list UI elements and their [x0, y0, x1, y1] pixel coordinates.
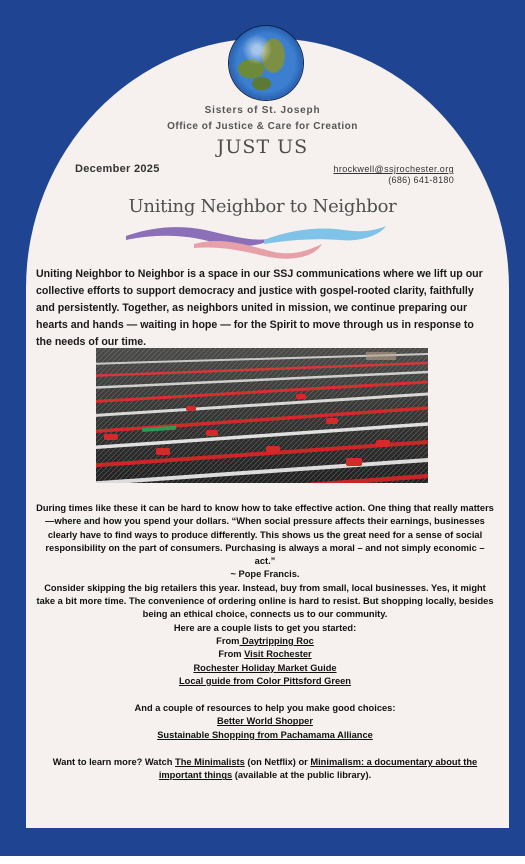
resources-heading: And a couple of resources to help you make good choices:: [134, 703, 396, 714]
article-body: [34, 502, 496, 783]
color-pittsford-green-link[interactable]: Local guide from Color Pittsford Green: [178, 675, 351, 686]
holiday-market-guide-link[interactable]: Rochester Holiday Market Guide: [193, 662, 337, 673]
daytripping-roc-link[interactable]: Daytripping Roc: [239, 635, 314, 646]
pachamama-alliance-link[interactable]: Sustainable Shopping from Pachamama Alliance: [157, 729, 373, 740]
contact-email-link[interactable]: hrockwell@ssjrochester.org: [333, 164, 454, 174]
list-item: [34, 729, 496, 742]
list-item: [34, 648, 496, 661]
list-item: [34, 635, 496, 648]
office-name: Office of Justice & Care for Creation: [167, 121, 358, 132]
quote-attribution: ~ Pope Francis.: [230, 569, 300, 580]
better-world-shopper-link[interactable]: Better World Shopper: [217, 716, 313, 727]
learn-more-paragraph: [34, 756, 496, 783]
newsletter-title: JUST US: [216, 136, 309, 158]
org-name: Sisters of St. Joseph: [204, 105, 321, 116]
list-prefix: From: [216, 635, 240, 646]
shopping-carts-photo: [96, 348, 428, 483]
list-item: [34, 715, 496, 728]
lists-heading: Here are a couple lists to get you started:: [173, 622, 357, 633]
list-item: [34, 675, 496, 688]
learn-prefix: Want to learn more? Watch: [52, 757, 176, 768]
suggestion-paragraph: Consider skipping the big retailers this year. Instead, buy from small, local businesses. Yes, it might take a bit more time. The convenience of ordering online is hard to resist. But shopping locally, besides being an ethical choice, connects us to our community.: [36, 582, 494, 620]
carts-image: [96, 348, 428, 483]
quote-paragraph: During times like these it can be hard to know how to take effective action. One thing that really matters—where and how you spend your dollars. “When social pressure affects their earnings, businesses clearly have to find ways to produce differently. This shows us the great need for a sense of social responsibility on the part of consumers. Purchasing is always a moral – and not simply economic – act.”: [36, 503, 494, 567]
list-prefix: From: [218, 649, 245, 660]
list-item: [34, 662, 496, 675]
globe-logo: [229, 26, 303, 100]
learn-mid: (on Netflix) or: [244, 757, 311, 768]
issue-date: December 2025: [75, 163, 160, 175]
the-minimalists-link[interactable]: The Minimalists: [175, 757, 245, 768]
minimalism-documentary-link[interactable]: Minimalism: a documentary about the important things: [158, 757, 478, 781]
contact-phone: (686) 641-8180: [388, 175, 454, 185]
section-title: Uniting Neighbor to Neighbor: [128, 196, 397, 217]
intro-paragraph: Uniting Neighbor to Neighbor is a space in our SSJ communications where we lift up our collective efforts to support democracy and justice with gospel-rooted clarity, faithfully and persistently. Together, as neighbors united in mission, we continue preparing our hearts and hands — waiting in hope — for the Spirit to move through us in response to the needs of our time.: [36, 268, 483, 348]
learn-suffix: (available at the public library).: [232, 770, 372, 781]
spacer: [34, 688, 496, 702]
wave-decoration: [124, 218, 388, 262]
spacer: [34, 742, 496, 756]
visit-rochester-link[interactable]: Visit Rochester: [244, 649, 312, 660]
